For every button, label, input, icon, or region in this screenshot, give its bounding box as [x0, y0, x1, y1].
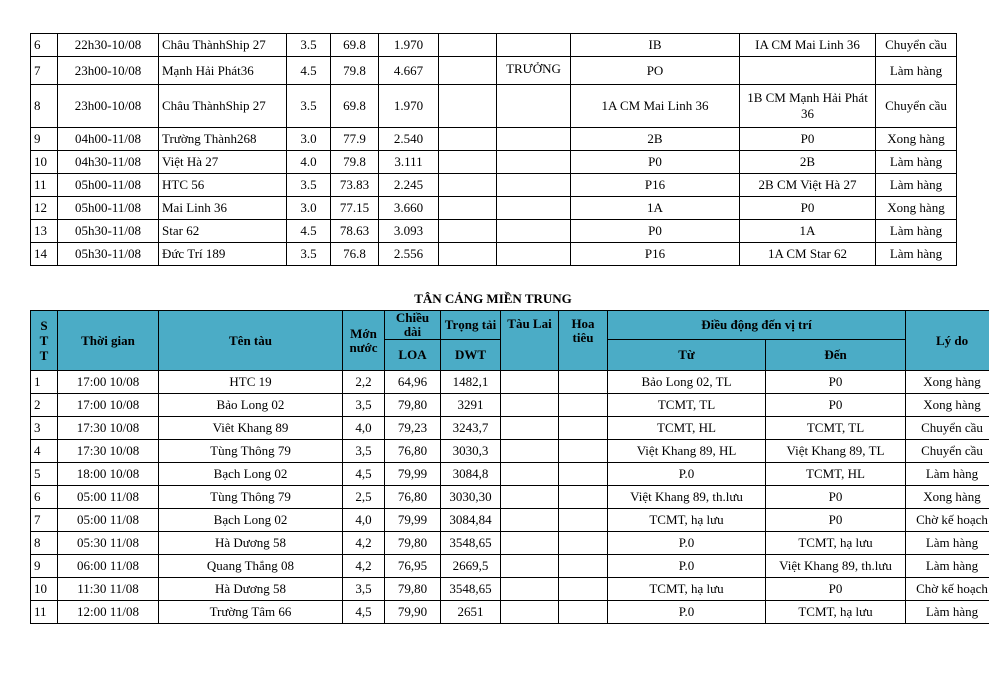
reason-cell: Làm hàng [876, 151, 957, 174]
ship-name-cell: Tùng Thông 79 [159, 440, 343, 463]
draft-cell: 3.5 [287, 85, 331, 128]
draft-cell: 4,2 [343, 555, 385, 578]
ship-name-cell: Hà Dương 58 [159, 578, 343, 601]
stt-cell: 11 [31, 601, 58, 624]
tug-cell [501, 486, 559, 509]
ship-name-cell: Viêt Khang 89 [159, 417, 343, 440]
loa-cell: 69.8 [331, 85, 379, 128]
to-cell: P0 [766, 509, 906, 532]
stt-cell: 12 [31, 197, 58, 220]
tug-cell [501, 509, 559, 532]
stt-cell: 6 [31, 486, 58, 509]
dwt-cell: 1.970 [379, 85, 439, 128]
from-cell: P.0 [608, 555, 766, 578]
ship-name-cell: Star 62 [159, 220, 287, 243]
pilot-cell [497, 128, 571, 151]
from-cell: P.0 [608, 601, 766, 624]
ship-name-cell: Mạnh Hải Phát36 [159, 57, 287, 85]
draft-cell: 4,0 [343, 417, 385, 440]
draft-cell: 3.0 [287, 128, 331, 151]
loa-cell: 79.8 [331, 151, 379, 174]
from-cell: 1A CM Mai Linh 36 [571, 85, 740, 128]
table-row [31, 243, 957, 266]
stt-cell: 8 [31, 532, 58, 555]
stt-cell: 5 [31, 463, 58, 486]
table-row [31, 128, 957, 151]
header-stt: S T T [31, 311, 58, 371]
stt-cell: 4 [31, 440, 58, 463]
draft-cell: 3,5 [343, 440, 385, 463]
pilot-cell [559, 371, 608, 394]
tug-cell [501, 601, 559, 624]
table2-body [31, 371, 989, 624]
dwt-cell: 3291 [441, 394, 501, 417]
stt-cell: 13 [31, 220, 58, 243]
stt-cell: 14 [31, 243, 58, 266]
time-cell: 11:30 11/08 [58, 578, 159, 601]
draft-cell: 4.5 [287, 57, 331, 85]
dwt-cell: 3.111 [379, 151, 439, 174]
table-row [31, 57, 957, 85]
from-cell: 1A [571, 197, 740, 220]
header-draft: Mớn nước [343, 311, 385, 371]
loa-cell: 78.63 [331, 220, 379, 243]
time-cell: 23h00-10/08 [58, 85, 159, 128]
table-row [31, 509, 989, 532]
dwt-cell: 3030,30 [441, 486, 501, 509]
table-row [31, 197, 957, 220]
stt-cell: 6 [31, 34, 58, 57]
from-cell: P16 [571, 174, 740, 197]
ship-name-cell: Trường Tâm 66 [159, 601, 343, 624]
tug-cell [501, 463, 559, 486]
reason-cell: Chuyển cầu [906, 440, 989, 463]
time-cell: 22h30-10/08 [58, 34, 159, 57]
pilot-cell: TRƯỞNG [497, 57, 571, 85]
to-cell: P0 [740, 197, 876, 220]
table-row [31, 417, 989, 440]
draft-cell: 4,5 [343, 601, 385, 624]
tug-cell [439, 85, 497, 128]
reason-cell: Xong hàng [876, 128, 957, 151]
loa-cell: 64,96 [385, 371, 441, 394]
to-cell: TCMT, HL [766, 463, 906, 486]
loa-cell: 76,80 [385, 440, 441, 463]
dwt-cell: 2.245 [379, 174, 439, 197]
header-length: Chiều dài [385, 311, 441, 340]
dwt-cell: 3.660 [379, 197, 439, 220]
loa-cell: 69.8 [331, 34, 379, 57]
loa-cell: 76.8 [331, 243, 379, 266]
draft-cell: 3.5 [287, 174, 331, 197]
reason-cell: Làm hàng [906, 555, 989, 578]
to-cell: 2B CM Việt Hà 27 [740, 174, 876, 197]
to-cell: P0 [766, 394, 906, 417]
from-cell: TCMT, TL [608, 394, 766, 417]
pilot-cell [559, 555, 608, 578]
reason-cell: Làm hàng [906, 532, 989, 555]
dwt-cell: 1482,1 [441, 371, 501, 394]
loa-cell: 79,80 [385, 532, 441, 555]
pilot-cell [497, 151, 571, 174]
pilot-cell [559, 601, 608, 624]
time-cell: 23h00-10/08 [58, 57, 159, 85]
ship-name-cell: Châu ThànhShip 27 [159, 34, 287, 57]
dwt-cell: 3243,7 [441, 417, 501, 440]
stt-cell: 2 [31, 394, 58, 417]
pilot-cell [497, 197, 571, 220]
tug-cell [501, 394, 559, 417]
tug-cell [501, 532, 559, 555]
to-cell: P0 [740, 128, 876, 151]
ship-name-cell: Đức Trí 189 [159, 243, 287, 266]
pilot-cell [559, 440, 608, 463]
loa-cell: 79,99 [385, 509, 441, 532]
draft-cell: 4,5 [343, 463, 385, 486]
table-row [31, 440, 989, 463]
table1-body [31, 34, 957, 266]
time-cell: 05:00 11/08 [58, 509, 159, 532]
time-cell: 17:30 10/08 [58, 417, 159, 440]
pilot-cell [497, 243, 571, 266]
to-cell: P0 [766, 578, 906, 601]
stt-cell: 8 [31, 85, 58, 128]
tug-cell [439, 174, 497, 197]
ship-name-cell: Châu ThànhShip 27 [159, 85, 287, 128]
stt-cell: 9 [31, 555, 58, 578]
ship-name-cell: Quang Thắng 08 [159, 555, 343, 578]
to-cell: IA CM Mai Linh 36 [740, 34, 876, 57]
from-cell: TCMT, hạ lưu [608, 509, 766, 532]
from-cell: P.0 [608, 532, 766, 555]
draft-cell: 4.0 [287, 151, 331, 174]
header-tug: Tàu Lai [501, 311, 559, 371]
header-move-to: Điều động đến vị trí [608, 311, 906, 340]
draft-cell: 3,5 [343, 394, 385, 417]
reason-cell: Xong hàng [906, 486, 989, 509]
table-row [31, 578, 989, 601]
from-cell: P0 [571, 220, 740, 243]
dwt-cell: 4.667 [379, 57, 439, 85]
pilot-cell [559, 532, 608, 555]
tug-cell [501, 578, 559, 601]
time-cell: 04h00-11/08 [58, 128, 159, 151]
reason-cell: Làm hàng [876, 174, 957, 197]
reason-cell: Làm hàng [906, 601, 989, 624]
table-row [31, 555, 989, 578]
section-title: TÂN CẢNG MIỀN TRUNG [414, 291, 572, 306]
from-cell: 2B [571, 128, 740, 151]
reason-cell: Chuyển cầu [906, 417, 989, 440]
reason-cell: Chờ kế hoạch [906, 509, 989, 532]
ship-name-cell: Hà Dương 58 [159, 532, 343, 555]
to-cell: TCMT, hạ lưu [766, 532, 906, 555]
dwt-cell: 3548,65 [441, 578, 501, 601]
header-reason: Lý do [906, 311, 989, 371]
dwt-cell: 1.970 [379, 34, 439, 57]
ship-name-cell: HTC 19 [159, 371, 343, 394]
time-cell: 12:00 11/08 [58, 601, 159, 624]
tug-cell [439, 34, 497, 57]
pilot-cell [559, 509, 608, 532]
ship-name-cell: Trường Thành268 [159, 128, 287, 151]
stt-cell: 1 [31, 371, 58, 394]
loa-cell: 76,80 [385, 486, 441, 509]
ship-schedule-table-continued [30, 33, 957, 266]
to-cell: P0 [766, 486, 906, 509]
loa-cell: 79,99 [385, 463, 441, 486]
ship-name-cell: Việt Hà 27 [159, 151, 287, 174]
dwt-cell: 3084,8 [441, 463, 501, 486]
ship-name-cell: Tùng Thông 79 [159, 486, 343, 509]
from-cell: IB [571, 34, 740, 57]
table-row [31, 151, 957, 174]
pilot-cell [497, 85, 571, 128]
dwt-cell: 2.556 [379, 243, 439, 266]
draft-cell: 4,0 [343, 509, 385, 532]
stt-cell: 10 [31, 151, 58, 174]
table-row [31, 532, 989, 555]
pilot-cell [497, 34, 571, 57]
header-dwt: DWT [441, 340, 501, 371]
table-row [31, 85, 957, 128]
time-cell: 05h30-11/08 [58, 220, 159, 243]
tug-cell [501, 555, 559, 578]
to-cell: Việt Khang 89, th.lưu [766, 555, 906, 578]
dwt-cell: 3084,84 [441, 509, 501, 532]
draft-cell: 3,5 [343, 578, 385, 601]
stt-cell: 7 [31, 509, 58, 532]
tug-cell [439, 128, 497, 151]
to-cell: 2B [740, 151, 876, 174]
table-row [31, 34, 957, 57]
draft-cell: 2,2 [343, 371, 385, 394]
loa-cell: 76,95 [385, 555, 441, 578]
pilot-cell [559, 578, 608, 601]
pilot-cell [497, 174, 571, 197]
ship-name-cell: Mai Linh 36 [159, 197, 287, 220]
loa-cell: 79,80 [385, 394, 441, 417]
pilot-cell [559, 394, 608, 417]
to-cell: 1B CM Mạnh Hải Phát 36 [740, 85, 876, 128]
pilot-cell [559, 417, 608, 440]
time-cell: 05h00-11/08 [58, 197, 159, 220]
dwt-cell: 2651 [441, 601, 501, 624]
time-cell: 17:00 10/08 [58, 371, 159, 394]
time-cell: 05h30-11/08 [58, 243, 159, 266]
header-ship-name: Tên tàu [159, 311, 343, 371]
draft-cell: 2,5 [343, 486, 385, 509]
header-to: Đến [766, 340, 906, 371]
time-cell: 05:00 11/08 [58, 486, 159, 509]
loa-cell: 79.8 [331, 57, 379, 85]
to-cell: 1A CM Star 62 [740, 243, 876, 266]
from-cell: Việt Khang 89, HL [608, 440, 766, 463]
stt-cell: 3 [31, 417, 58, 440]
ship-name-cell: HTC 56 [159, 174, 287, 197]
to-cell: TCMT, TL [766, 417, 906, 440]
stt-cell: 9 [31, 128, 58, 151]
loa-cell: 79,90 [385, 601, 441, 624]
time-cell: 06:00 11/08 [58, 555, 159, 578]
from-cell: P.0 [608, 463, 766, 486]
time-cell: 17:30 10/08 [58, 440, 159, 463]
to-cell: TCMT, hạ lưu [766, 601, 906, 624]
reason-cell: Làm hàng [876, 57, 957, 85]
time-cell: 04h30-11/08 [58, 151, 159, 174]
stt-cell: 10 [31, 578, 58, 601]
to-cell: P0 [766, 371, 906, 394]
from-cell: Bảo Long 02, TL [608, 371, 766, 394]
table-row [31, 371, 989, 394]
time-cell: 05h00-11/08 [58, 174, 159, 197]
tug-cell [439, 243, 497, 266]
from-cell: PO [571, 57, 740, 85]
time-cell: 05:30 11/08 [58, 532, 159, 555]
from-cell: TCMT, hạ lưu [608, 578, 766, 601]
pilot-cell [497, 220, 571, 243]
draft-cell: 4,2 [343, 532, 385, 555]
ship-name-cell: Bạch Long 02 [159, 463, 343, 486]
stt-cell: 7 [31, 57, 58, 85]
reason-cell: Chuyển cầu [876, 34, 957, 57]
tug-cell [439, 220, 497, 243]
header-from: Từ [608, 340, 766, 371]
loa-cell: 77.9 [331, 128, 379, 151]
header-pilot: Hoa tiêu [559, 311, 608, 371]
dwt-cell: 3.093 [379, 220, 439, 243]
pilot-cell [559, 463, 608, 486]
table-row [31, 394, 989, 417]
tan-cang-mien-trung-table [30, 310, 989, 624]
reason-cell: Làm hàng [876, 243, 957, 266]
to-cell: Việt Khang 89, TL [766, 440, 906, 463]
reason-cell: Làm hàng [876, 220, 957, 243]
header-tonnage: Trọng tải [441, 311, 501, 340]
reason-cell: Làm hàng [906, 463, 989, 486]
ship-name-cell: Bảo Long 02 [159, 394, 343, 417]
loa-cell: 73.83 [331, 174, 379, 197]
tug-cell [439, 197, 497, 220]
to-cell: 1A [740, 220, 876, 243]
from-cell: P0 [571, 151, 740, 174]
tug-cell [501, 371, 559, 394]
tug-cell [439, 151, 497, 174]
reason-cell: Xong hàng [906, 394, 989, 417]
dwt-cell: 2.540 [379, 128, 439, 151]
time-cell: 18:00 10/08 [58, 463, 159, 486]
draft-cell: 3.5 [287, 34, 331, 57]
reason-cell: Chuyển cầu [876, 85, 957, 128]
from-cell: TCMT, HL [608, 417, 766, 440]
table-row [31, 220, 957, 243]
loa-cell: 79,80 [385, 578, 441, 601]
loa-cell: 79,23 [385, 417, 441, 440]
draft-cell: 3.0 [287, 197, 331, 220]
to-cell [740, 57, 876, 85]
from-cell: P16 [571, 243, 740, 266]
dwt-cell: 3548,65 [441, 532, 501, 555]
ship-name-cell: Bạch Long 02 [159, 509, 343, 532]
header-loa: LOA [385, 340, 441, 371]
draft-cell: 4.5 [287, 220, 331, 243]
tug-cell [501, 440, 559, 463]
table2-header [31, 311, 989, 371]
table-row [31, 486, 989, 509]
header-time: Thời gian [58, 311, 159, 371]
dwt-cell: 2669,5 [441, 555, 501, 578]
draft-cell: 3.5 [287, 243, 331, 266]
table-row [31, 174, 957, 197]
loa-cell: 77.15 [331, 197, 379, 220]
reason-cell: Xong hàng [876, 197, 957, 220]
dwt-cell: 3030,3 [441, 440, 501, 463]
reason-cell: Chờ kế hoạch [906, 578, 989, 601]
from-cell: Việt Khang 89, th.lưu [608, 486, 766, 509]
tug-cell [501, 417, 559, 440]
table-row [31, 601, 989, 624]
pilot-cell [559, 486, 608, 509]
reason-cell: Xong hàng [906, 371, 989, 394]
stt-cell: 11 [31, 174, 58, 197]
tug-cell [439, 57, 497, 85]
time-cell: 17:00 10/08 [58, 394, 159, 417]
table-row [31, 463, 989, 486]
